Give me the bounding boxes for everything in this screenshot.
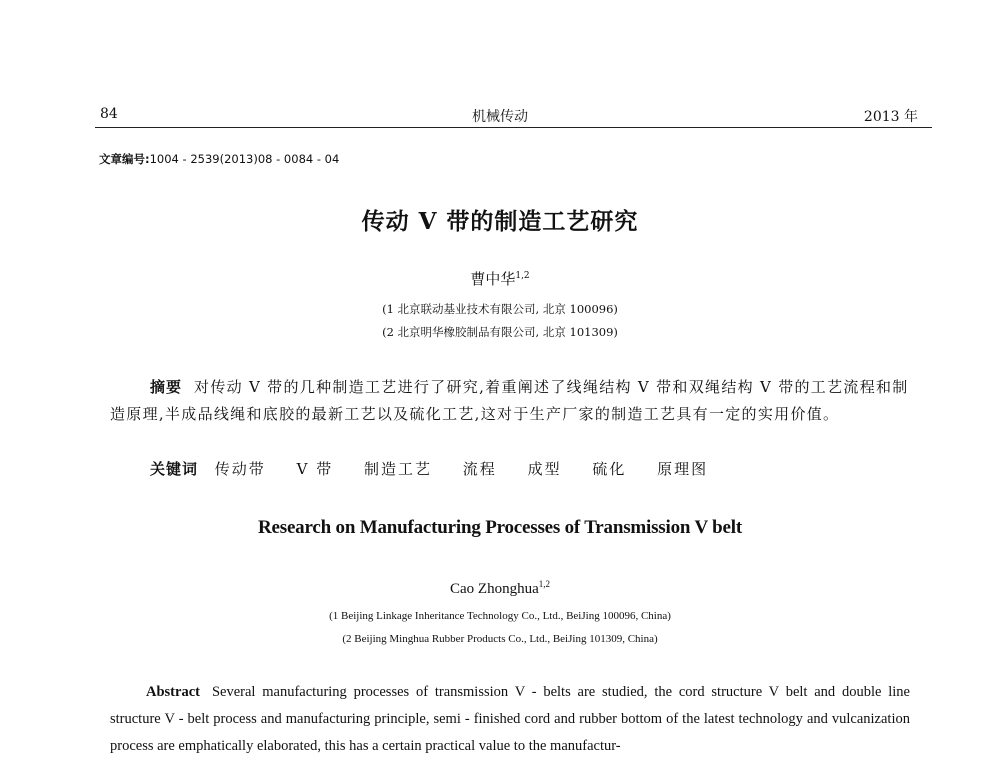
- author-english-name: Cao Zhonghua: [450, 581, 539, 597]
- article-number-label: 文章编号:: [99, 152, 150, 166]
- abstract-english-label: Abstract: [146, 684, 200, 700]
- article-number-value: 1004 - 2539(2013)08 - 0084 - 04: [149, 152, 340, 166]
- abstract-english: [110, 679, 910, 760]
- title-english: Research on Manufacturing Processes of Transmission V belt: [258, 517, 742, 538]
- keyword: 传动带: [214, 460, 266, 478]
- article-number: [99, 151, 339, 167]
- title-chinese: 传动 V 带的制造工艺研究: [361, 208, 639, 235]
- abstract-english-text: Several manufacturing processes of transmission V - belts are studied, the cord structure V belt and double line structure V - belt process and manufacturing principle, semi - finished cord and rubber bottom of the latest technology and vulcanization process are emphatically elaborated, this has a certain practical value to the manufactur-: [110, 684, 910, 754]
- keyword: 原理图: [657, 460, 709, 478]
- abstract-chinese: [110, 374, 910, 428]
- keyword: 制造工艺: [363, 460, 432, 478]
- keywords-chinese-label: 关键词: [150, 460, 199, 478]
- keyword: 成型: [527, 460, 562, 478]
- page-number: 84: [100, 106, 118, 122]
- author-chinese-name: 曹中华: [470, 270, 516, 288]
- journal-name: 机械传动: [472, 109, 528, 125]
- publication-year: 2013 年: [863, 109, 918, 125]
- affiliation-chinese-1: (1 北京联动基业技术有限公司, 北京 100096): [382, 302, 618, 316]
- abstract-chinese-label: 摘要: [150, 378, 183, 396]
- keyword: 流程: [462, 460, 497, 478]
- abstract-chinese-text: 对传动 V 带的几种制造工艺进行了研究,着重阐述了线绳结构 V 带和双绳结构 V 带的工艺流程和制造原理,半成品线绳和底胶的最新工艺以及硫化工艺,这对于生产厂家的制造工艺具有一定的实用价值。: [110, 378, 909, 423]
- author-english-affiliation-marks: 1,2: [538, 579, 550, 589]
- header-rule: [95, 127, 932, 128]
- keyword: V 带: [296, 460, 334, 478]
- author-chinese-affiliation-marks: 1,2: [515, 271, 530, 281]
- affiliation-english-2: (2 Beijing Minghua Rubber Products Co., Ltd., BeiJing 101309, China): [342, 633, 658, 645]
- affiliation-english-1: (1 Beijing Linkage Inheritance Technology Co., Ltd., BeiJing 100096, China): [329, 610, 671, 622]
- affiliation-chinese-2: (2 北京明华橡胶制品有限公司, 北京 101309): [382, 325, 618, 339]
- author-chinese: [0, 268, 1000, 289]
- author-english: [0, 579, 1000, 598]
- keyword: 硫化: [592, 460, 627, 478]
- keywords-chinese: [150, 458, 734, 479]
